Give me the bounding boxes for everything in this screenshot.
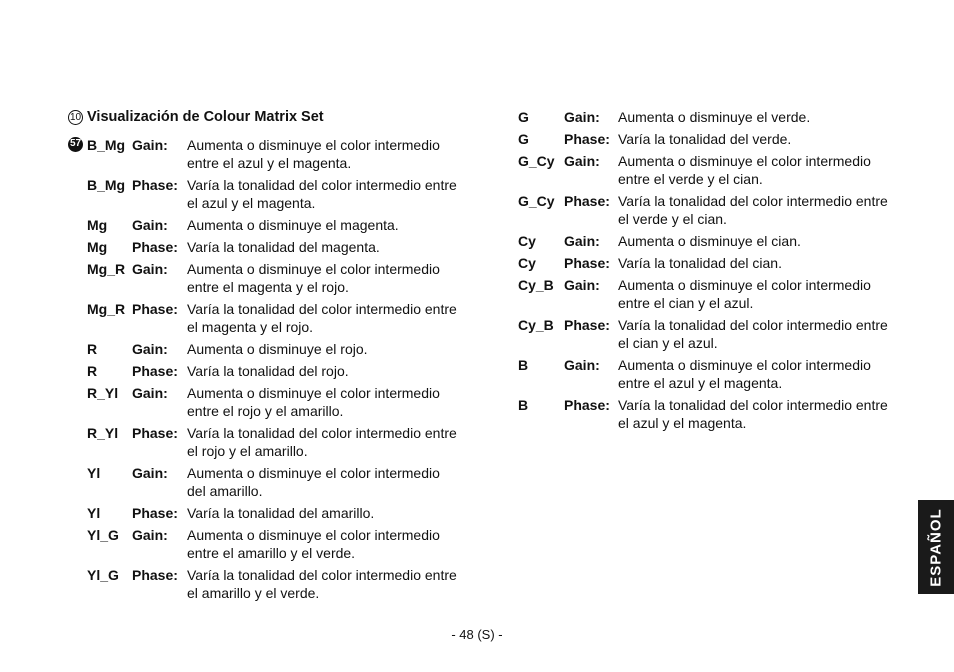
parameter-name: B: [518, 357, 529, 373]
parameter-description: Aumenta o disminuye el cian.: [618, 233, 801, 249]
parameter-description: Aumenta o disminuye el color intermedio entre el magenta y el rojo.: [187, 261, 440, 295]
parameter-name: B_Mg: [87, 137, 126, 153]
parameter-name: Yl: [87, 505, 101, 521]
parameter-name: R: [87, 363, 98, 379]
page-number: - 48 (S) -: [451, 627, 503, 642]
parameter-type: Phase:: [132, 301, 178, 317]
parameter-description: Varía la tonalidad del cian.: [618, 255, 782, 271]
list-item: [87, 216, 487, 234]
parameter-name: Mg_R: [87, 261, 126, 277]
parameter-name: Yl_G: [87, 527, 119, 543]
parameter-name: G_Cy: [518, 153, 555, 169]
parameter-description: Aumenta o disminuye el color intermedio entre el rojo y el amarillo.: [187, 385, 440, 419]
parameter-description: Varía la tonalidad del verde.: [618, 131, 792, 147]
list-item: [518, 108, 918, 126]
parameter-description: Aumenta o disminuye el color intermedio entre el cian y el azul.: [618, 277, 871, 311]
parameter-type: Gain:: [132, 137, 168, 153]
list-item: [87, 362, 487, 380]
list-item: [518, 192, 918, 228]
list-item: [518, 356, 918, 392]
parameter-description: Varía la tonalidad del color intermedio entre el cian y el azul.: [618, 317, 888, 351]
parameter-description: Aumenta o disminuye el rojo.: [187, 341, 368, 357]
parameter-name: Cy_B: [518, 277, 554, 293]
parameter-type: Phase:: [132, 425, 178, 441]
right-column: [518, 108, 918, 436]
parameter-type: Phase:: [132, 567, 178, 583]
list-item: [518, 152, 918, 188]
parameter-name: G_Cy: [518, 193, 555, 209]
list-item: [87, 464, 487, 500]
list-item: [87, 424, 487, 460]
list-item: [87, 260, 487, 296]
list-item: [87, 176, 487, 212]
parameter-name: G: [518, 131, 529, 147]
parameter-description: Aumenta o disminuye el magenta.: [187, 217, 399, 233]
parameter-type: Phase:: [564, 131, 610, 147]
circled-number-marker: 10: [69, 111, 82, 123]
parameter-type: Phase:: [564, 255, 610, 271]
parameter-description: Varía la tonalidad del color intermedio entre el verde y el cian.: [618, 193, 888, 227]
list-item: [518, 316, 918, 352]
parameter-type: Phase:: [132, 177, 178, 193]
parameter-name: R: [87, 341, 98, 357]
parameter-description: Varía la tonalidad del color intermedio entre el rojo y el amarillo.: [187, 425, 457, 459]
parameter-name: Yl_G: [87, 567, 119, 583]
section-title: Visualización de Colour Matrix Set: [87, 109, 324, 125]
parameter-type: Gain:: [132, 385, 168, 401]
parameter-name: Cy: [518, 255, 536, 271]
parameter-type: Gain:: [132, 527, 168, 543]
list-item: [87, 238, 487, 256]
parameter-type: Phase:: [132, 363, 178, 379]
parameter-description: Aumenta o disminuye el verde.: [618, 109, 811, 125]
parameter-type: Gain:: [132, 261, 168, 277]
list-item: [87, 566, 487, 602]
parameter-type: Gain:: [564, 277, 600, 293]
parameter-type: Gain:: [564, 153, 600, 169]
list-item: [518, 130, 918, 148]
parameter-description: Varía la tonalidad del rojo.: [187, 363, 349, 379]
list-item: [518, 276, 918, 312]
parameter-name: Mg: [87, 239, 108, 255]
note-marker: 57: [68, 137, 83, 152]
parameter-description: Aumenta o disminuye el color intermedio entre el amarillo y el verde.: [187, 527, 440, 561]
list-item: [518, 232, 918, 250]
parameter-description: Aumenta o disminuye el color intermedio del amarillo.: [187, 465, 440, 499]
parameter-type: Gain:: [132, 465, 168, 481]
parameter-type: Gain:: [132, 217, 168, 233]
parameter-type: Phase:: [132, 239, 178, 255]
parameter-name: B_Mg: [87, 177, 126, 193]
parameter-name: B: [518, 397, 529, 413]
parameter-name: R_Yl: [87, 385, 119, 401]
list-item: [69, 136, 487, 172]
parameter-description: Varía la tonalidad del amarillo.: [187, 505, 375, 521]
parameter-name: G: [518, 109, 529, 125]
list-item: [87, 340, 487, 358]
parameter-name: Cy_B: [518, 317, 554, 333]
parameter-type: Phase:: [564, 317, 610, 333]
left-column: [69, 136, 487, 606]
parameter-name: Yl: [87, 465, 101, 481]
parameter-type: Gain:: [564, 109, 600, 125]
parameter-description: Aumenta o disminuye el color intermedio entre el azul y el magenta.: [187, 137, 440, 171]
list-item: [518, 396, 918, 432]
parameter-description: Varía la tonalidad del magenta.: [187, 239, 380, 255]
parameter-type: Gain:: [564, 357, 600, 373]
section-heading: [68, 109, 324, 125]
list-item: [87, 300, 487, 336]
parameter-name: R_Yl: [87, 425, 119, 441]
parameter-description: Aumenta o disminuye el color intermedio entre el verde y el cian.: [618, 153, 871, 187]
parameter-name: Mg: [87, 217, 108, 233]
parameter-description: Varía la tonalidad del color intermedio entre el amarillo y el verde.: [187, 567, 457, 601]
list-item: [87, 526, 487, 562]
language-tab-label: ESPAÑOL: [927, 507, 945, 587]
parameter-type: Phase:: [564, 397, 610, 413]
parameter-type: Phase:: [564, 193, 610, 209]
list-item: [87, 384, 487, 420]
parameter-description: Aumenta o disminuye el color intermedio entre el azul y el magenta.: [618, 357, 871, 391]
parameter-description: Varía la tonalidad del color intermedio entre el azul y el magenta.: [187, 177, 457, 211]
parameter-description: Varía la tonalidad del color intermedio entre el magenta y el rojo.: [187, 301, 457, 335]
list-item: [87, 504, 487, 522]
list-item: [518, 254, 918, 272]
parameter-type: Phase:: [132, 505, 178, 521]
parameter-description: Varía la tonalidad del color intermedio entre el azul y el magenta.: [618, 397, 888, 431]
language-side-tab: [918, 500, 954, 594]
parameter-type: Gain:: [132, 341, 168, 357]
parameter-type: Gain:: [564, 233, 600, 249]
parameter-name: Cy: [518, 233, 536, 249]
parameter-name: Mg_R: [87, 301, 126, 317]
